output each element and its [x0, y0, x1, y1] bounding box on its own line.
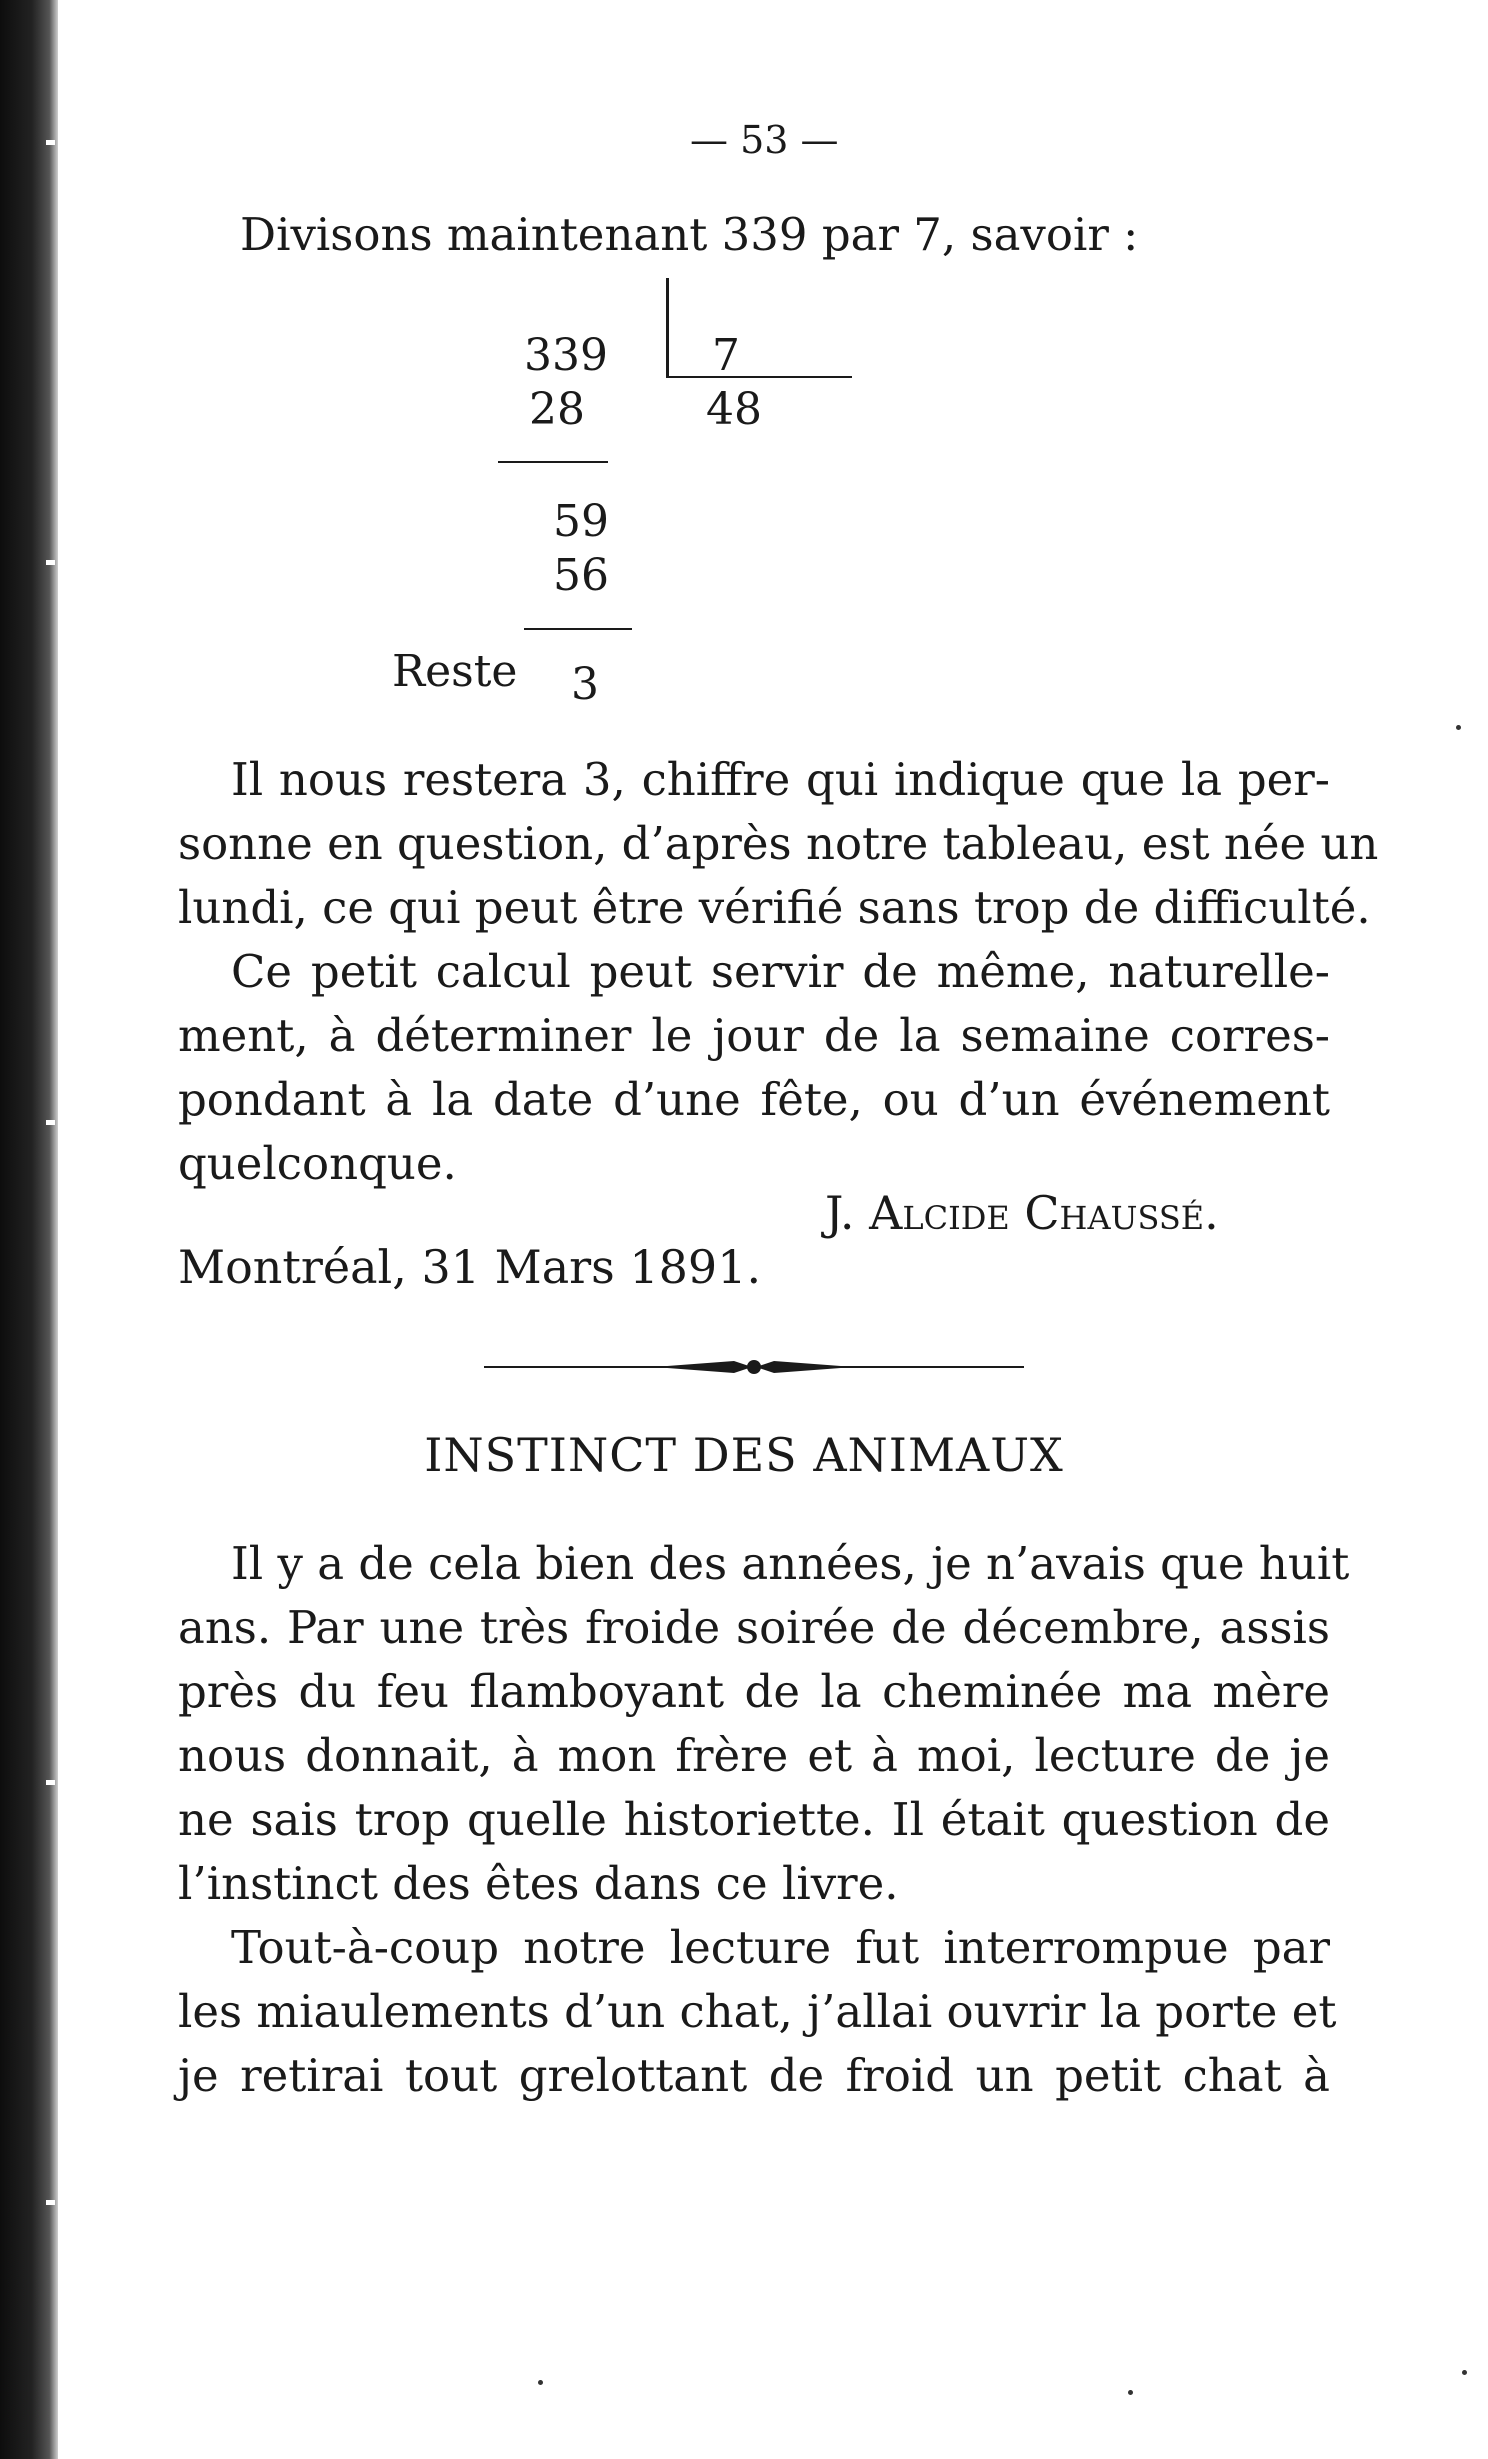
print-speck: [1128, 2390, 1133, 2395]
step2-value: 59: [553, 496, 609, 547]
paragraph-line: Il nous restera 3, chiffre qui indique que la per-: [231, 753, 1330, 806]
remainder: 3: [571, 659, 599, 710]
paragraph-line: pondant à la date d’une fête, ou d’un événement: [178, 1073, 1330, 1126]
step1-subtract: 28: [529, 384, 585, 435]
dividend: 339: [524, 330, 608, 381]
paragraph-line: ment, à déterminer le jour de la semaine corres-: [178, 1009, 1330, 1062]
page-number: — 53 —: [690, 118, 839, 162]
section-title: INSTINCT DES ANIMAUX: [424, 1428, 1064, 1482]
paragraph-line: Tout-à-coup notre lecture fut interrompue par: [231, 1921, 1330, 1974]
place-date: Montréal, 31 Mars 1891.: [178, 1240, 762, 1294]
division-bar-vertical: [666, 278, 669, 378]
subtraction-line-2: [524, 628, 632, 630]
paragraph-line: ans. Par une très froide soirée de décembre, assis: [178, 1601, 1330, 1654]
paragraph-line: lundi, ce qui peut être vérifié sans trop de difficulté.: [178, 881, 1371, 934]
paragraph-line: l’instinct des êtes dans ce livre.: [178, 1857, 899, 1910]
ornament-divider: [484, 1355, 1024, 1379]
paragraph-line: les miaulements d’un chat, j’allai ouvrir la porte et: [178, 1985, 1337, 2038]
paragraph-line: Ce petit calcul peut servir de même, naturelle-: [231, 945, 1330, 998]
paragraph-line: quelconque.: [178, 1137, 457, 1190]
book-binding-edge: [0, 0, 58, 2459]
division-bar-horizontal: [666, 376, 852, 378]
print-speck: [1456, 725, 1461, 730]
print-speck: [538, 2380, 543, 2385]
division-intro: Divisons maintenant 339 par 7, savoir :: [240, 208, 1139, 261]
remainder-label: Reste: [392, 646, 518, 697]
divisor: 7: [712, 330, 740, 381]
step2-subtract: 56: [553, 550, 609, 601]
paragraph-line: sonne en question, d’après notre tableau, est née un: [178, 817, 1379, 870]
paragraph-line: ne sais trop quelle historiette. Il était question de: [178, 1793, 1330, 1846]
paragraph-line: Il y a de cela bien des années, je n’avais que huit: [231, 1537, 1350, 1590]
quotient: 48: [706, 384, 762, 435]
author-signature: J. Alcide Chaussé.: [825, 1186, 1219, 1240]
subtraction-line-1: [498, 461, 608, 463]
paragraph-line: nous donnait, à mon frère et à moi, lecture de je: [178, 1729, 1330, 1782]
paragraph-line: je retirai tout grelottant de froid un petit chat à: [178, 2049, 1330, 2102]
paragraph-line: près du feu flamboyant de la cheminée ma mère: [178, 1665, 1330, 1718]
print-speck: [1462, 2370, 1467, 2375]
